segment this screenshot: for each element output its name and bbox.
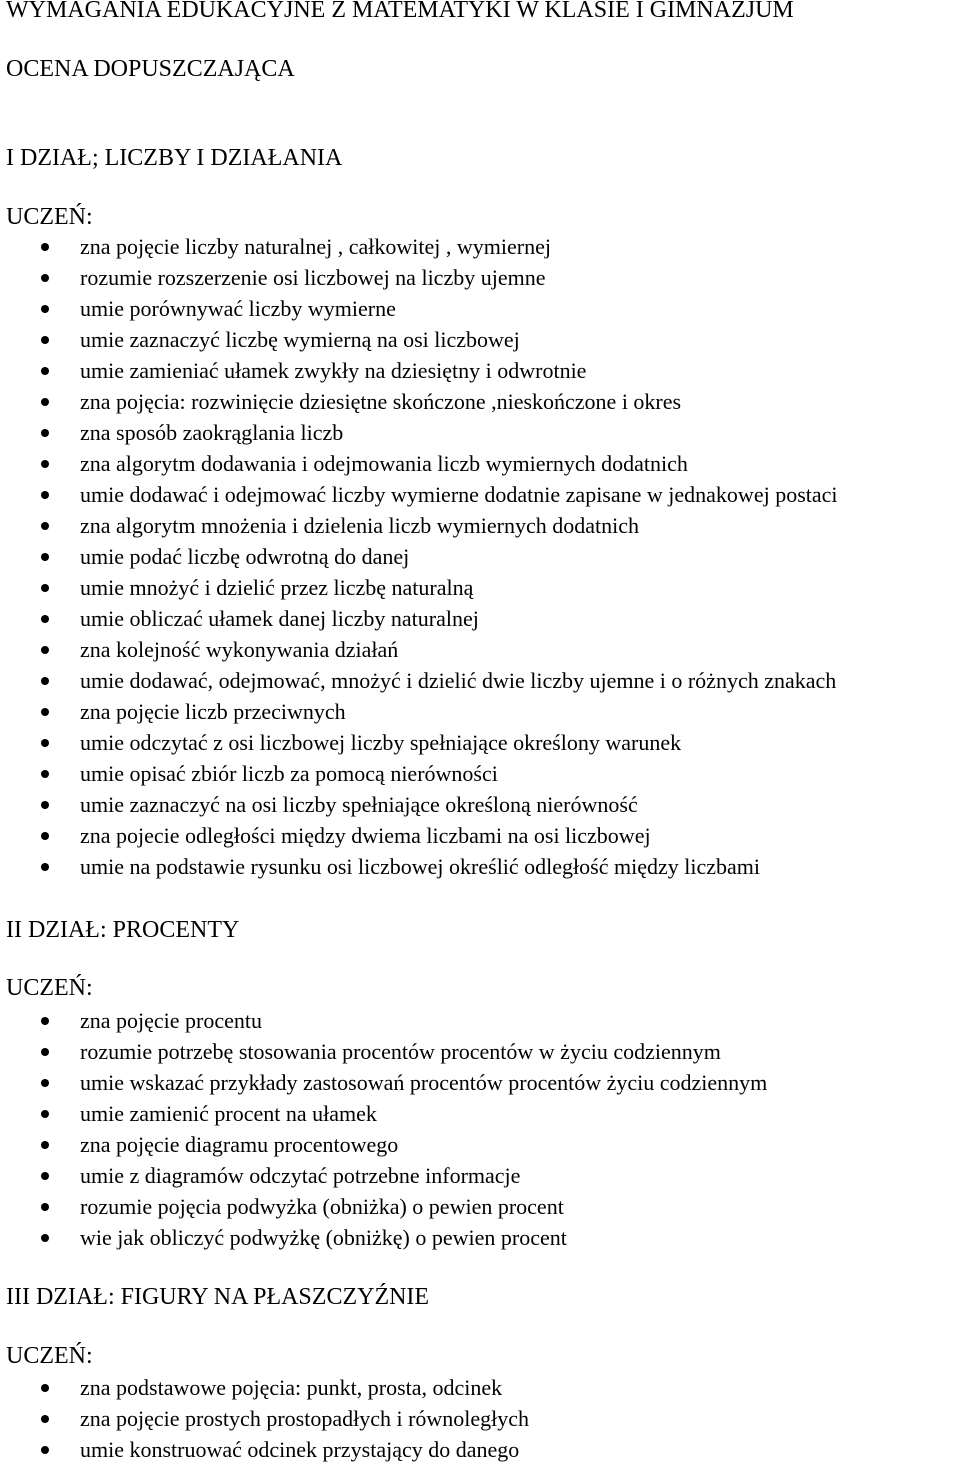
list-item xyxy=(0,1129,767,1160)
student-label: UCZEŃ: xyxy=(6,975,93,1001)
list-item-text: zna algorytm dodawania i odejmowania liczb wymiernych dodatnich xyxy=(80,451,688,476)
list-item-text: zna sposób zaokrąglania liczb xyxy=(80,420,344,445)
list-item xyxy=(0,1005,767,1036)
bullet-icon xyxy=(41,646,49,654)
list-item-text: umie na podstawie rysunku osi liczbowej określić odległość między liczbami xyxy=(80,854,760,879)
list-item xyxy=(0,696,838,727)
list-item-text: rozumie rozszerzenie osi liczbowej na liczby ujemne xyxy=(80,265,546,290)
bullet-icon xyxy=(41,1415,49,1423)
list-item-text: zna pojęcie diagramu procentowego xyxy=(80,1132,399,1157)
list-item xyxy=(0,1434,529,1465)
bullet-icon xyxy=(41,1141,49,1149)
bullet-icon xyxy=(41,398,49,406)
list-item xyxy=(0,448,838,479)
list-item-text: umie z diagramów odczytać potrzebne informacje xyxy=(80,1163,521,1188)
list-item xyxy=(0,1372,529,1403)
bullet-icon xyxy=(41,522,49,530)
requirements-list xyxy=(0,1372,529,1465)
bullet-icon xyxy=(41,1017,49,1025)
bullet-icon xyxy=(41,491,49,499)
list-item-text: umie dodawać i odejmować liczby wymierne dodatnie zapisane w jednakowej postaci xyxy=(80,482,838,507)
list-item-text: rozumie potrzebę stosowania procentów procentów w życiu codziennym xyxy=(80,1039,721,1064)
requirements-list xyxy=(0,231,838,882)
list-item-text: umie zamienić procent na ułamek xyxy=(80,1101,377,1126)
list-item-text: umie dodawać, odejmować, mnożyć i dzielić dwie liczby ujemne i o różnych znakach xyxy=(80,668,837,693)
bullet-icon xyxy=(41,305,49,313)
bullet-icon xyxy=(41,1203,49,1211)
list-item xyxy=(0,1222,767,1253)
list-item-text: wie jak obliczyć podwyżkę (obniżkę) o pewien procent xyxy=(80,1225,567,1250)
list-item xyxy=(0,851,838,882)
bullet-icon xyxy=(41,367,49,375)
list-item xyxy=(0,603,838,634)
list-item-text: zna pojęcie liczb przeciwnych xyxy=(80,699,346,724)
list-item-text: zna pojęcie prostych prostopadłych i równoległych xyxy=(80,1406,530,1431)
list-item-text: umie zaznaczyć na osi liczby spełniające określoną nierówność xyxy=(80,792,638,817)
bullet-icon xyxy=(41,460,49,468)
bullet-icon xyxy=(41,584,49,592)
list-item-text: umie podać liczbę odwrotną do danej xyxy=(80,544,410,569)
list-item-text: zna kolejność wykonywania działań xyxy=(80,637,399,662)
list-item xyxy=(0,386,838,417)
requirements-list xyxy=(0,1005,767,1253)
list-item-text: umie konstruować odcinek przystający do danego xyxy=(80,1437,520,1462)
bullet-icon xyxy=(41,832,49,840)
bullet-icon xyxy=(41,1446,49,1454)
student-label: UCZEŃ: xyxy=(6,1343,93,1369)
list-item-text: umie zaznaczyć liczbę wymierną na osi liczbowej xyxy=(80,327,520,352)
bullet-icon xyxy=(41,615,49,623)
bullet-icon xyxy=(41,243,49,251)
grade-heading: OCENA DOPUSZCZAJĄCA xyxy=(6,56,295,82)
list-item-text: zna pojęcie liczby naturalnej , całkowitej , wymiernej xyxy=(80,234,551,259)
bullet-icon xyxy=(41,336,49,344)
bullet-icon xyxy=(41,739,49,747)
list-item xyxy=(0,1403,529,1434)
bullet-icon xyxy=(41,1384,49,1392)
list-item xyxy=(0,417,838,448)
bullet-icon xyxy=(41,1234,49,1242)
list-item-text: zna pojecie odległości między dwiema liczbami na osi liczbowej xyxy=(80,823,651,848)
bullet-icon xyxy=(41,677,49,685)
list-item xyxy=(0,1191,767,1222)
list-item xyxy=(0,355,838,386)
list-item xyxy=(0,510,838,541)
list-item-text: zna pojęcia: rozwinięcie dziesiętne skończone ,nieskończone i okres xyxy=(80,389,682,414)
list-item xyxy=(0,727,838,758)
list-item xyxy=(0,665,838,696)
list-item xyxy=(0,324,838,355)
list-item-text: umie porównywać liczby wymierne xyxy=(80,296,396,321)
bullet-icon xyxy=(41,708,49,716)
list-item xyxy=(0,758,838,789)
list-item-text: umie zamieniać ułamek zwykły na dziesiętny i odwrotnie xyxy=(80,358,587,383)
list-item xyxy=(0,634,838,665)
list-item-text: umie obliczać ułamek danej liczby naturalnej xyxy=(80,606,479,631)
list-item xyxy=(0,293,838,324)
bullet-icon xyxy=(41,1110,49,1118)
section-heading: III DZIAŁ: FIGURY NA PŁASZCZYŹNIE xyxy=(6,1284,430,1310)
document-title: WYMAGANIA EDUKACYJNE Z MATEMATYKI W KLASIE I GIMNAZJUM xyxy=(6,0,794,23)
list-item-text: zna pojęcie procentu xyxy=(80,1008,263,1033)
list-item-text: umie mnożyć i dzielić przez liczbę naturalną xyxy=(80,575,474,600)
bullet-icon xyxy=(41,863,49,871)
bullet-icon xyxy=(41,553,49,561)
list-item xyxy=(0,1067,767,1098)
section-heading: I DZIAŁ; LICZBY I DZIAŁANIA xyxy=(6,145,343,171)
bullet-icon xyxy=(41,1079,49,1087)
list-item xyxy=(0,820,838,851)
list-item xyxy=(0,789,838,820)
list-item xyxy=(0,572,838,603)
bullet-icon xyxy=(41,801,49,809)
bullet-icon xyxy=(41,274,49,282)
bullet-icon xyxy=(41,1172,49,1180)
list-item-text: zna podstawowe pojęcia: punkt, prosta, odcinek xyxy=(80,1375,503,1400)
bullet-icon xyxy=(41,429,49,437)
list-item-text: zna algorytm mnożenia i dzielenia liczb wymiernych dodatnich xyxy=(80,513,639,538)
list-item xyxy=(0,1098,767,1129)
list-item-text: umie wskazać przykłady zastosowań procentów procentów życiu codziennym xyxy=(80,1070,768,1095)
bullet-icon xyxy=(41,770,49,778)
list-item xyxy=(0,1160,767,1191)
bullet-icon xyxy=(41,1048,49,1056)
list-item-text: rozumie pojęcia podwyżka (obniżka) o pewien procent xyxy=(80,1194,564,1219)
list-item-text: umie opisać zbiór liczb za pomocą nierówności xyxy=(80,761,498,786)
section-heading: II DZIAŁ: PROCENTY xyxy=(6,917,240,943)
list-item-text: umie odczytać z osi liczbowej liczby spełniające określony warunek xyxy=(80,730,682,755)
list-item xyxy=(0,231,838,262)
list-item xyxy=(0,541,838,572)
student-label: UCZEŃ: xyxy=(6,204,93,230)
list-item xyxy=(0,1036,767,1067)
list-item xyxy=(0,262,838,293)
list-item xyxy=(0,479,838,510)
